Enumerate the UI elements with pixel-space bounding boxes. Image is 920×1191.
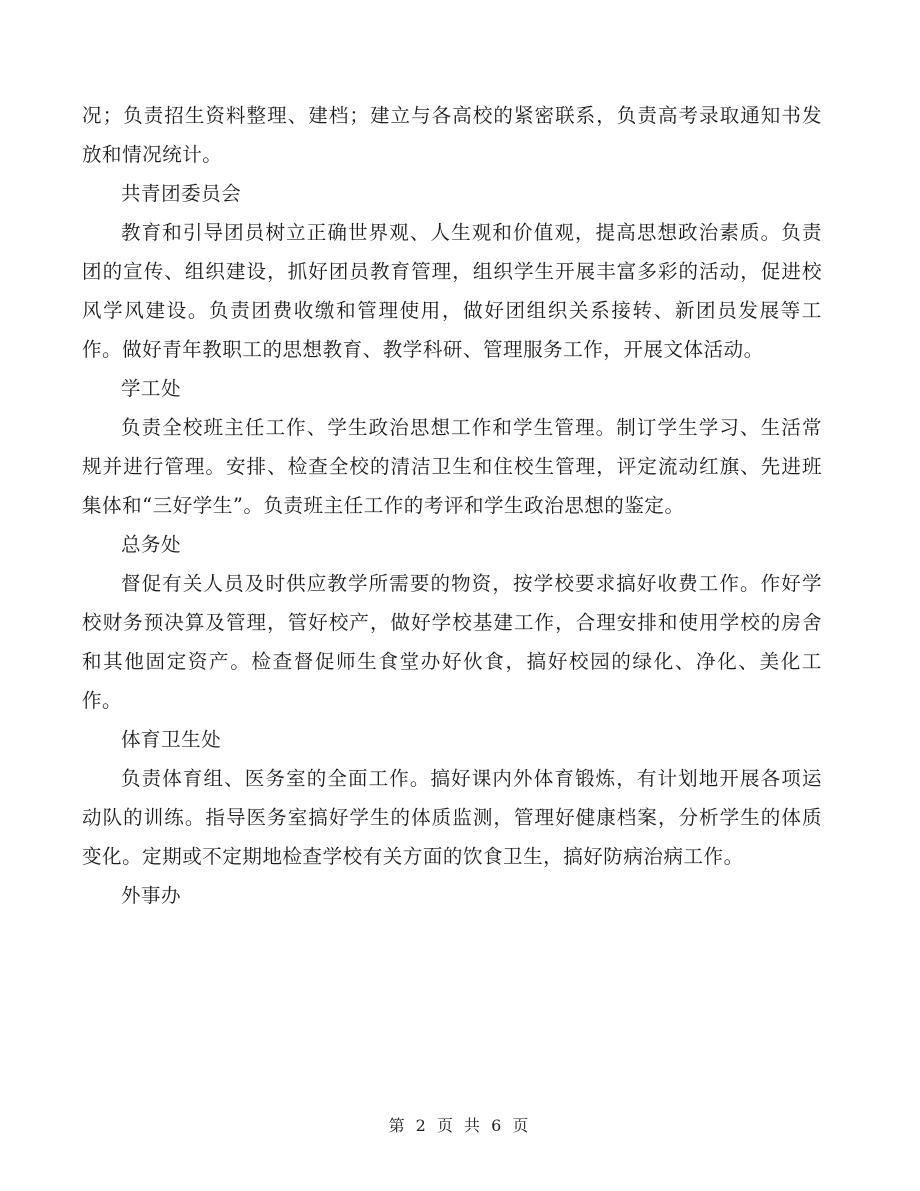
section-body-youth-league: 教育和引导团员树立正确世界观、人生观和价值观，提高思想政治素质。负责团的宣传、组织建设，抓好团员教育管理，组织学生开展丰富多彩的活动，促进校风学风建设。负责团费收缴和管理使用，做好团组织关系接转、新团员发展等工作。做好青年教职工的思想教育、教学科研、管理服务工作，开展文体活动。 [82, 221, 822, 361]
section-body-student-affairs: 负责全校班主任工作、学生政治思想工作和学生管理。制订学生学习、生活常规并进行管理。安排、检查全校的清洁卫生和住校生管理，评定流动红旗、先进班集体和“三好学生”。负责班主任工作的考评和学生政治思想的鉴定。 [82, 416, 822, 517]
section-body-general-affairs: 督促有关人员及时供应教学所需要的物资，按学校要求搞好收费工作。作好学校财务预决算及管理，管好校产，做好学校基建工作，合理安排和使用学校的房舍和其他固定资产。检查督促师生食堂办好伙食，搞好校园的绿化、净化、美化工作。 [82, 572, 822, 712]
continuation-paragraph: 况；负责招生资料整理、建档；建立与各高校的紧密联系，负责高考录取通知书发放和情况统计。 [82, 104, 822, 166]
section-foreign-affairs [82, 876, 822, 915]
section-student-affairs [82, 369, 822, 525]
page-footer [0, 1113, 920, 1136]
section-heading-sports-health: 体育卫生处 [121, 728, 222, 751]
section-heading-youth-league: 共青团委员会 [121, 182, 242, 205]
section-sports-health [82, 720, 822, 876]
section-youth-league [82, 174, 822, 369]
section-heading-student-affairs: 学工处 [121, 377, 182, 400]
section-general-affairs [82, 525, 822, 720]
section-heading-foreign-affairs: 外事办 [121, 884, 182, 907]
document-body [82, 96, 822, 915]
page-number-label: 第 2 页 共 6 页 [388, 1116, 532, 1135]
section-body-sports-health: 负责体育组、医务室的全面工作。搞好课内外体育锻炼，有计划地开展各项运动队的训练。指导医务室搞好学生的体质监测，管理好健康档案，分析学生的体质变化。定期或不定期地检查学校有关方面的饮食卫生，搞好防病治病工作。 [82, 767, 822, 868]
text-block-continuation [82, 96, 822, 174]
section-heading-general-affairs: 总务处 [121, 533, 182, 556]
